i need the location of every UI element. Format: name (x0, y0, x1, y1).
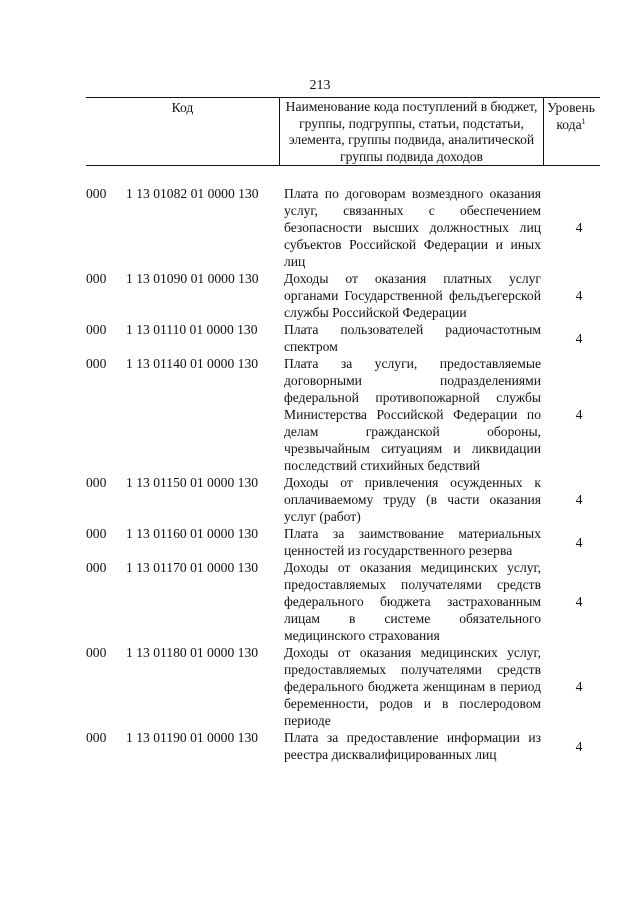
table-row (0, 270, 640, 321)
row-level: 4 (575, 330, 583, 346)
row-admin-code: 000 (86, 271, 107, 286)
page-number: 213 (309, 78, 331, 93)
row-admin-code: 000 (86, 560, 107, 575)
table-body (0, 185, 640, 763)
row-description: Плата за заимствование материальных ценностей из государственного резерва (284, 526, 541, 558)
row-level: 4 (575, 220, 583, 235)
row-level: 4 (575, 679, 583, 694)
header-name: Наименование кода поступлений в бюджет, группы, подгруппы, статьи, подстатьи, элемента, группы подвида, аналитической группы подвида доходов (279, 98, 544, 165)
row-admin-code: 000 (86, 322, 107, 337)
row-level: 4 (575, 534, 583, 550)
row-code: 1 13 01090 01 0000 130 (126, 271, 259, 286)
row-admin-code: 000 (86, 645, 107, 660)
row-level: 4 (575, 407, 583, 422)
row-level: 4 (575, 738, 583, 754)
row-admin-code: 000 (86, 526, 107, 541)
row-admin-code: 000 (86, 186, 107, 201)
row-level: 4 (575, 492, 583, 507)
table-row (0, 185, 640, 270)
row-description: Доходы от оказания платных услуг органами Государственной фельдъегерской службы Российской Федерации (284, 271, 541, 320)
row-code: 1 13 01190 01 0000 130 (126, 730, 259, 745)
row-code: 1 13 01160 01 0000 130 (126, 526, 259, 541)
table-row (0, 729, 640, 763)
row-description: Плата пользователей радиочастотным спектром (284, 322, 541, 354)
row-admin-code: 000 (86, 730, 107, 745)
header-level-label: Уровень кода (547, 100, 595, 132)
header-level-footnote: 1 (581, 117, 586, 126)
table-row (0, 644, 640, 729)
table-row (0, 321, 640, 355)
table-row (0, 559, 640, 644)
table-header (86, 97, 600, 166)
row-description: Доходы от привлечения осужденных к оплачиваемому труду (в части оказания услуг (работ) (284, 475, 541, 524)
row-description: Плата за предоставление информации из реестра дисквалифицированных лиц (284, 730, 541, 762)
row-description: Плата по договорам возмездного оказания услуг, связанных с обеспечением безопасности высших должностных лиц субъектов Российской Федерации и иных лиц (284, 186, 541, 269)
row-description: Доходы от оказания медицинских услуг, предоставляемых получателями средств федерального бюджета застрахованным лицам в системе обязательного медицинского страхования (284, 560, 541, 643)
row-description: Доходы от оказания медицинских услуг, предоставляемых получателями средств федерального бюджета женщинам в период беременности, родов и в послеродовом периоде (284, 645, 541, 728)
header-code: Код (171, 100, 194, 115)
table-row (0, 355, 640, 474)
row-code: 1 13 01082 01 0000 130 (126, 186, 259, 201)
row-code: 1 13 01140 01 0000 130 (126, 356, 259, 371)
table-row (0, 474, 640, 525)
row-admin-code: 000 (86, 475, 107, 490)
header-level (542, 98, 600, 165)
row-description: Плата за услуги, предоставляемые договорными подразделениями федеральной противопожарной службы Министерства Российской Федерации по делам гражданской обороны, чрезвычайным ситуациям и ликвидации последствий стихийных бедствий (284, 356, 541, 473)
table-row (0, 525, 640, 559)
row-code: 1 13 01150 01 0000 130 (126, 475, 259, 490)
row-admin-code: 000 (86, 356, 107, 371)
row-level: 4 (575, 288, 583, 303)
row-level: 4 (575, 594, 583, 609)
row-code: 1 13 01180 01 0000 130 (126, 645, 259, 660)
row-code: 1 13 01110 01 0000 130 (126, 322, 258, 337)
row-code: 1 13 01170 01 0000 130 (126, 560, 259, 575)
